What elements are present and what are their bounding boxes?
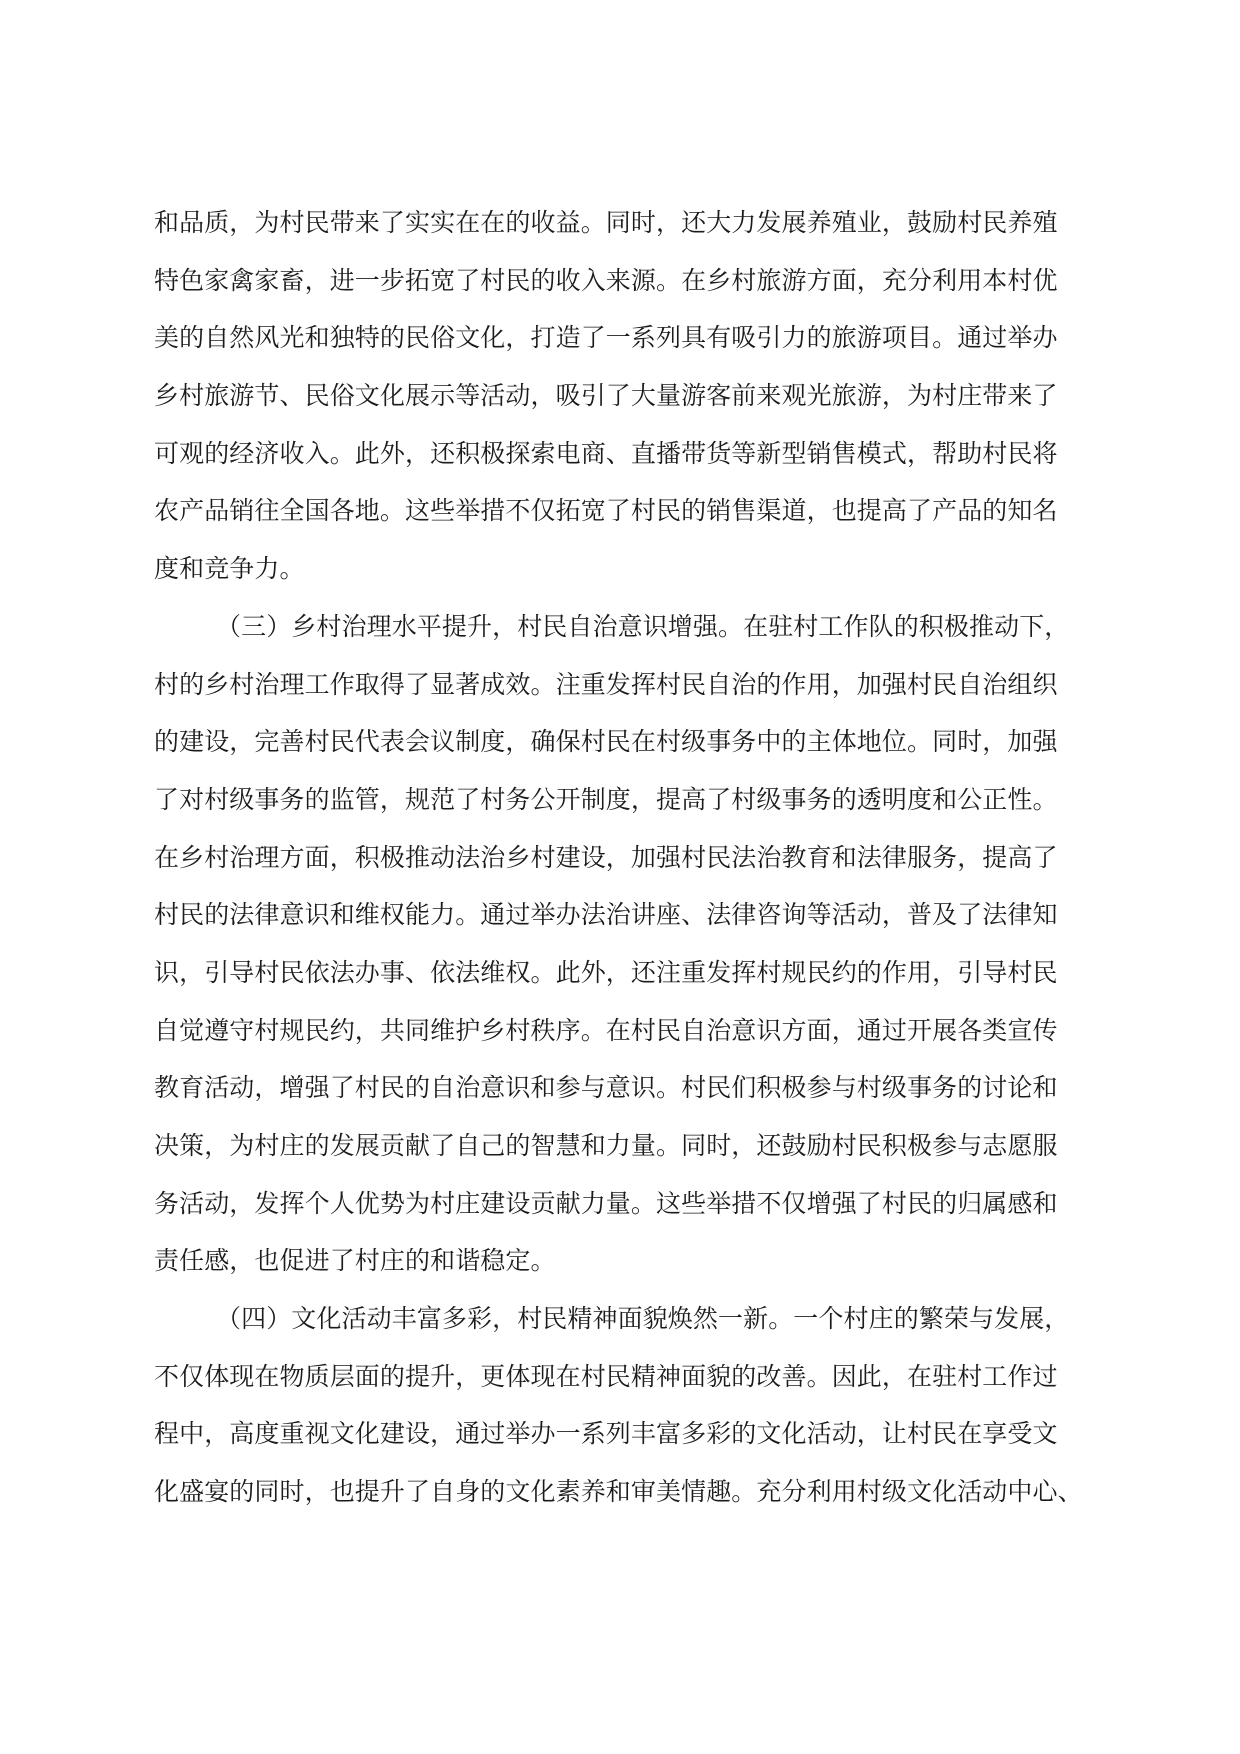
section-heading-line: （三）乡村治理水平提升，村民自治意识增强。在驻村工作队的积极推动下， — [216, 611, 1070, 641]
section-heading-line: （四）文化活动丰富多彩，村民精神面貌焕然一新。一个村庄的繁荣与发展， — [216, 1304, 1070, 1334]
text-line: 度和竞争力。 — [154, 554, 305, 584]
text-line: 村的乡村治理工作取得了显著成效。注重发挥村民自治的作用，加强村民自治组织 — [154, 669, 1058, 699]
body-text — [154, 194, 1086, 1521]
text-line: 务活动，发挥个人优势为村庄建设贡献力量。这些举措不仅增强了村民的归属感和 — [154, 1188, 1058, 1218]
text-line: 识，引导村民依法办事、依法维权。此外，还注重发挥村规民约的作用，引导村民 — [154, 957, 1058, 987]
text-line: 村民的法律意识和维权能力。通过举办法治讲座、法律咨询等活动，普及了法律知 — [154, 900, 1058, 930]
text-line: 农产品销往全国各地。这些举措不仅拓宽了村民的销售渠道，也提高了产品的知名 — [154, 496, 1058, 526]
paragraph-economy-continued — [154, 194, 1086, 598]
text-line: 决策，为村庄的发展贡献了自己的智慧和力量。同时，还鼓励村民积极参与志愿服 — [154, 1131, 1058, 1160]
text-line: 责任感，也促进了村庄的和谐稳定。 — [154, 1246, 556, 1276]
text-line: 可观的经济收入。此外，还积极探索电商、直播带货等新型销售模式，帮助村民将 — [154, 438, 1058, 468]
text-line: 化盛宴的同时，也提升了自身的文化素养和审美情趣。充分利用村级文化活动中心、 — [154, 1477, 1083, 1507]
text-line: 了对村级事务的监管，规范了村务公开制度，提高了村级事务的透明度和公正性。 — [154, 784, 1058, 814]
paragraph-rural-governance — [154, 598, 1086, 1290]
text-line: 特色家禽家畜，进一步拓宽了村民的收入来源。在乡村旅游方面，充分利用本村优 — [154, 265, 1058, 295]
text-line: 自觉遵守村规民约，共同维护乡村秩序。在村民自治意识方面，通过开展各类宣传 — [154, 1015, 1058, 1045]
text-line: 和品质，为村民带来了实实在在的收益。同时，还大力发展养殖业，鼓励村民养殖 — [154, 208, 1058, 237]
text-line: 美的自然风光和独特的民俗文化，打造了一系列具有吸引力的旅游项目。通过举办 — [154, 323, 1058, 353]
text-line: 不仅体现在物质层面的提升，更体现在村民精神面貌的改善。因此，在驻村工作过 — [154, 1361, 1058, 1391]
text-line: 在乡村治理方面，积极推动法治乡村建设，加强村民法治教育和法律服务，提高了 — [154, 842, 1058, 872]
text-line: 乡村旅游节、民俗文化展示等活动，吸引了大量游客前来观光旅游，为村庄带来了 — [154, 381, 1058, 411]
text-line: 程中，高度重视文化建设，通过举办一系列丰富多彩的文化活动，让村民在享受文 — [154, 1419, 1058, 1449]
paragraph-cultural-activities — [154, 1290, 1086, 1521]
text-line: 教育活动，增强了村民的自治意识和参与意识。村民们积极参与村级事务的讨论和 — [154, 1073, 1058, 1103]
text-line: 的建设，完善村民代表会议制度，确保村民在村级事务中的主体地位。同时，加强 — [154, 727, 1058, 757]
